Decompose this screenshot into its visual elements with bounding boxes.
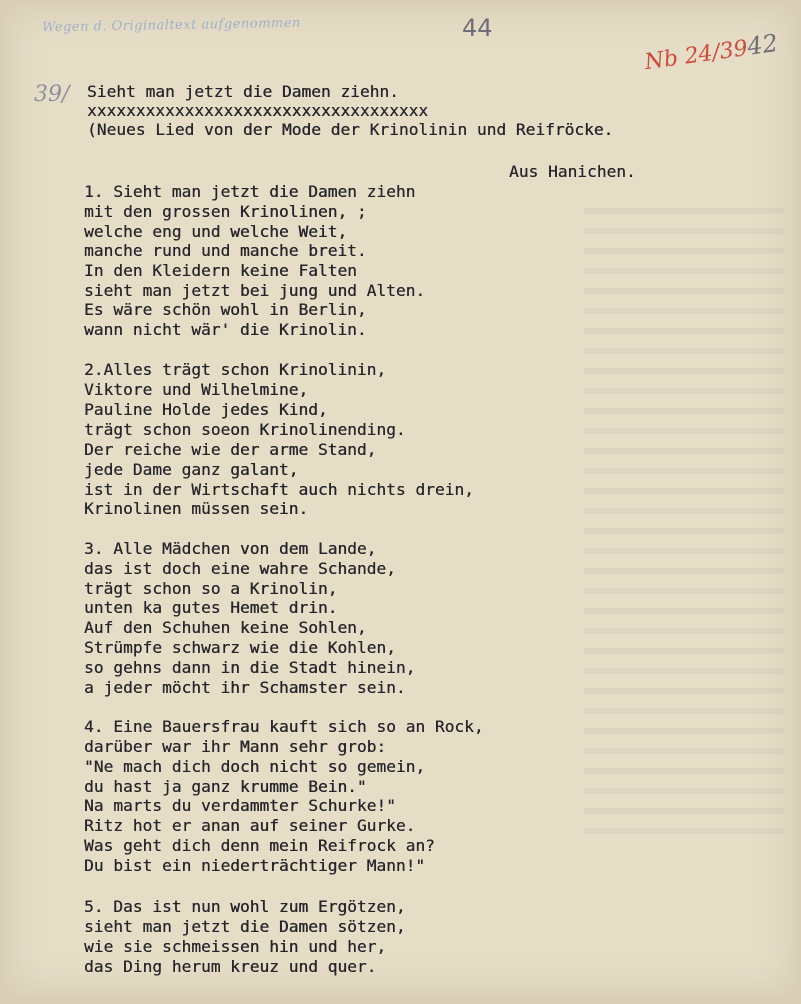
stanza-3-line-8: a jeder möcht ihr Schamster sein. xyxy=(84,678,406,697)
stanza-2-line-4: trägt schon soeon Krinolinending. xyxy=(84,420,406,439)
stanza-1-line-3: welche eng und welche Weit, xyxy=(84,222,348,241)
stanza-4-line-4: du hast ja ganz krumme Bein." xyxy=(84,777,367,796)
stanza-2-line-1: 2.Alles trägt schon Krinolinin, xyxy=(84,360,387,379)
stanza-4-line-3: "Ne mach dich doch nicht so gemein, xyxy=(84,757,426,776)
stanza-3-line-2: das ist doch eine wahre Schande, xyxy=(84,559,396,578)
stanza-4-line-5: Na marts du verdammter Schurke!" xyxy=(84,796,396,815)
stanza-5-line-1: 5. Das ist nun wohl zum Ergötzen, xyxy=(84,897,406,916)
stanza-2-line-6: jede Dame ganz galant, xyxy=(84,460,299,479)
stanza-4-line-7: Was geht dich denn mein Reifrock an? xyxy=(84,836,435,855)
archive-number-grey: 42 xyxy=(745,28,780,61)
show-through-text xyxy=(584,194,784,834)
song-title: Sieht man jetzt die Damen ziehn. xyxy=(87,82,399,101)
typewritten-page xyxy=(4,4,797,996)
song-subtitle: (Neues Lied von der Mode der Krinolinin und Reifröcke. xyxy=(87,120,614,139)
archive-number-red: Nb 24/39 xyxy=(643,36,750,76)
pencil-annotation: Wegen d. Originaltext aufgenommen xyxy=(41,15,301,36)
stanza-5-line-4: das Ding herum kreuz und quer. xyxy=(84,957,377,976)
archive-number xyxy=(643,29,780,75)
stanza-3-line-6: Strümpfe schwarz wie die Kohlen, xyxy=(84,638,396,657)
stanza-4-line-1: 4. Eine Bauersfrau kauft sich so an Rock, xyxy=(84,717,484,736)
stanza-2-line-8: Krinolinen müssen sein. xyxy=(84,499,309,518)
stanza-3-line-3: trägt schon so a Krinolin, xyxy=(84,579,338,598)
side-number: 39/ xyxy=(34,82,70,107)
stanza-3-line-1: 3. Alle Mädchen von dem Lande, xyxy=(84,539,377,558)
stanza-4-line-6: Ritz hot er anan auf seiner Gurke. xyxy=(84,816,416,835)
title-strikeout-line: xxxxxxxxxxxxxxxxxxxxxxxxxxxxxxxxxxx xyxy=(87,101,429,120)
stanza-1-line-2: mit den grossen Krinolinen, ; xyxy=(84,202,367,221)
stanza-2-line-2: Viktore und Wilhelmine, xyxy=(84,380,309,399)
stanza-3-line-5: Auf den Schuhen keine Sohlen, xyxy=(84,618,367,637)
stanza-5-line-3: wie sie schmeissen hin und her, xyxy=(84,937,387,956)
stanza-1-line-4: manche rund und manche breit. xyxy=(84,241,367,260)
stanza-2-line-7: ist in der Wirtschaft auch nichts drein, xyxy=(84,480,474,499)
stanza-3-line-4: unten ka gutes Hemet drin. xyxy=(84,598,338,617)
stanza-2-line-5: Der reiche wie der arme Stand, xyxy=(84,440,377,459)
stanza-4-line-8: Du bist ein niederträchtiger Mann!" xyxy=(84,856,426,875)
stanza-3-line-7: so gehns dann in die Stadt hinein, xyxy=(84,658,416,677)
stanza-1-line-7: Es wäre schön wohl in Berlin, xyxy=(84,300,367,319)
stanza-5-line-2: sieht man jetzt die Damen sötzen, xyxy=(84,917,406,936)
stanza-2-line-3: Pauline Holde jedes Kind, xyxy=(84,400,328,419)
stanza-1-line-5: In den Kleidern keine Falten xyxy=(84,261,357,280)
page-number: 44 xyxy=(462,14,493,42)
stanza-1-line-6: sieht man jetzt bei jung und Alten. xyxy=(84,281,426,300)
song-origin: Aus Hanichen. xyxy=(509,162,636,181)
stanza-1-line-1: 1. Sieht man jetzt die Damen ziehn xyxy=(84,182,416,201)
stanza-4-line-2: darüber war ihr Mann sehr grob: xyxy=(84,737,387,756)
stanza-1-line-8: wann nicht wär' die Krinolin. xyxy=(84,320,367,339)
